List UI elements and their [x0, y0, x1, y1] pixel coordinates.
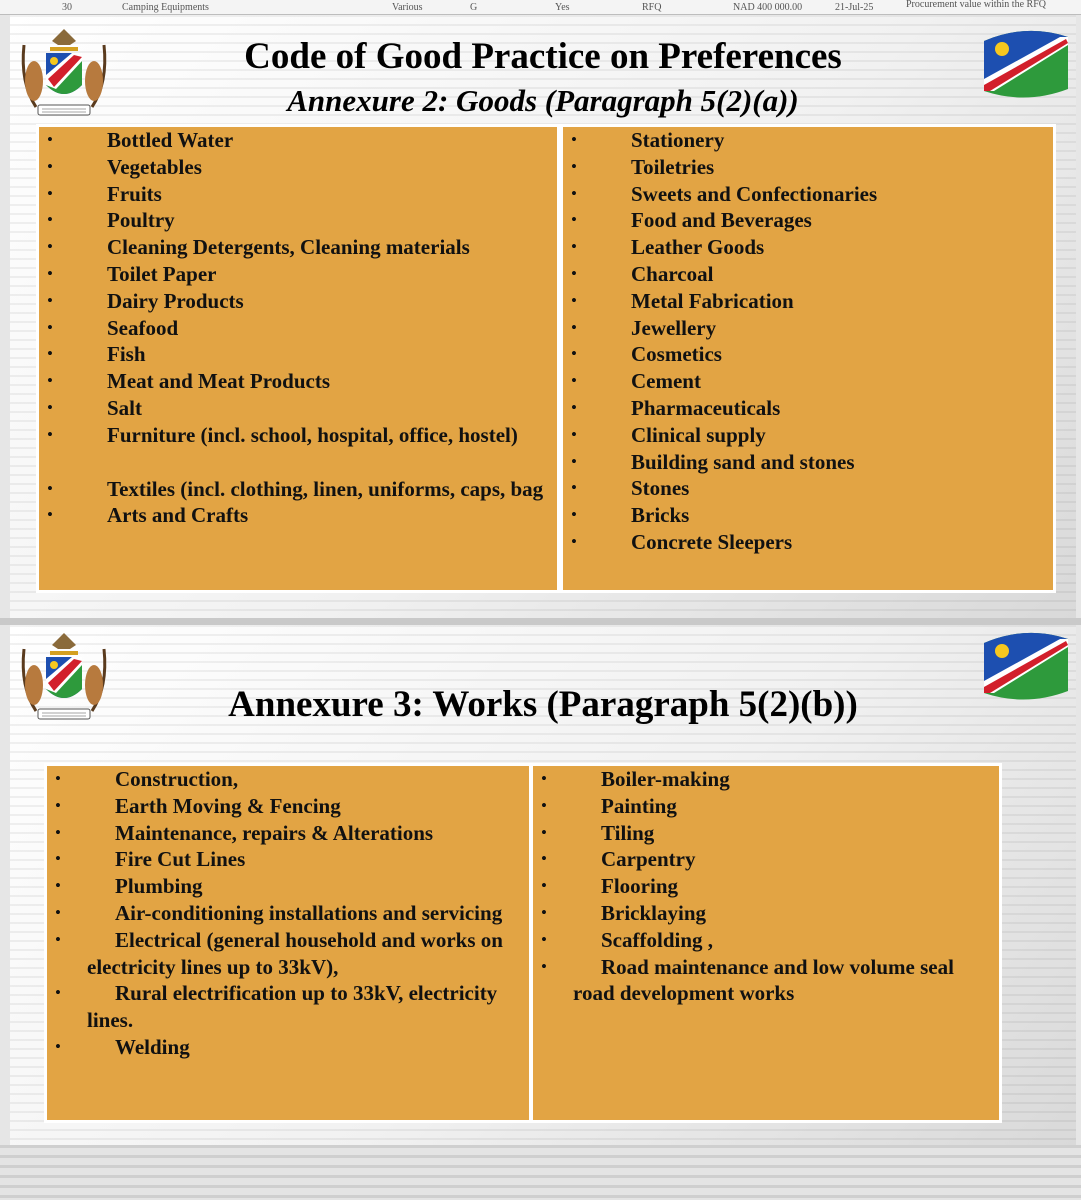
list-item-label: Leather Goods	[631, 235, 765, 260]
list-item	[533, 900, 999, 927]
list-item	[39, 368, 557, 395]
list-item	[533, 793, 999, 820]
list-item	[563, 261, 1053, 288]
list-item-label: Toiletries	[631, 154, 715, 179]
list-item	[39, 234, 557, 261]
list-item-label: Building sand and stones	[631, 449, 855, 474]
list-item	[39, 154, 557, 181]
list-item-label: Tiling	[601, 820, 655, 845]
list-item-label: Dairy Products	[107, 288, 244, 313]
list-item-label: Plumbing	[115, 874, 203, 899]
works-list-left	[44, 763, 532, 1123]
list-item	[563, 475, 1053, 502]
list-item-label: Meat and Meat Products	[107, 369, 330, 394]
list-item-label: Cleaning Detergents, Cleaning materials	[107, 235, 470, 260]
row-col1: Various	[392, 2, 423, 13]
goods-list-right	[560, 124, 1056, 593]
slide-works	[10, 625, 1076, 1145]
list-item-label: Bottled Water	[107, 128, 234, 152]
list-item	[563, 288, 1053, 315]
list-item-label: Stones	[631, 476, 690, 501]
list-item-label: Vegetables	[107, 154, 202, 179]
list-item-label: Salt	[107, 395, 143, 420]
list-item-label: Food and Beverages	[631, 208, 812, 233]
list-item	[563, 449, 1053, 476]
list-item-label: Scaffolding ,	[601, 927, 714, 952]
list-item-label: Air-conditioning installations and servicing	[115, 900, 503, 925]
list-item-label: Stationery	[631, 128, 725, 152]
namibia-flag-icon	[978, 625, 1074, 707]
list-item-label: Earth Moving & Fencing	[115, 793, 341, 818]
list-item-label: Arts and Crafts	[107, 503, 249, 528]
list-item-label: Charcoal	[631, 261, 714, 286]
list-item	[47, 793, 529, 820]
list-item-label: Road maintenance and low volume seal road development works	[573, 954, 954, 1006]
slide-subtitle: Annexure 2: Goods (Paragraph 5(2)(a))	[287, 83, 799, 118]
list-item	[47, 900, 529, 927]
list-item-label: Bricklaying	[601, 900, 707, 925]
list-item	[533, 846, 999, 873]
list-item	[563, 181, 1053, 208]
list-item	[47, 927, 529, 981]
list-item	[47, 846, 529, 873]
list-item-label: Textiles (incl. clothing, linen, uniforms, caps, bag	[107, 476, 544, 501]
list-item	[39, 395, 557, 422]
list-item	[563, 234, 1053, 261]
list-item	[563, 502, 1053, 529]
goods-list-left	[36, 124, 560, 593]
list-item	[533, 873, 999, 900]
list-item	[47, 820, 529, 847]
list-item-label: Fish	[107, 342, 146, 367]
row-item: Camping Equipments	[122, 2, 209, 13]
list-item-label: Electrical (general household and works on electricity lines up to 33kV),	[87, 927, 503, 979]
row-note: Procurement value within the RFQ	[906, 0, 1046, 10]
slide-title: Annexure 3: Works (Paragraph 5(2)(b))	[228, 684, 858, 725]
list-item	[533, 954, 999, 1008]
list-item	[39, 261, 557, 288]
list-item-label: Metal Fabrication	[631, 288, 794, 313]
list-item-label: Seafood	[107, 315, 179, 340]
list-item-label: Construction,	[115, 767, 239, 791]
row-col3: Yes	[555, 2, 570, 13]
list-item-label: Rural electrification up to 33kV, electricity lines.	[87, 981, 498, 1033]
works-list-right	[530, 763, 1002, 1123]
row-col2: G	[470, 2, 478, 13]
list-item	[533, 927, 999, 954]
list-item-label: Cosmetics	[631, 342, 722, 367]
list-item	[39, 422, 557, 449]
list-item	[39, 181, 557, 208]
row-number: 30	[62, 2, 72, 13]
list-item	[563, 315, 1053, 342]
list-item-label: Flooring	[601, 874, 678, 899]
list-item	[39, 315, 557, 342]
list-item	[563, 368, 1053, 395]
row-amount: NAD 400 000.00	[733, 2, 803, 13]
list-item-label: Painting	[601, 793, 677, 818]
list-item-label: Poultry	[107, 208, 175, 233]
slide-separator	[0, 618, 1081, 625]
list-item-label: Clinical supply	[631, 422, 766, 447]
list-item-label: Pharmaceuticals	[631, 395, 781, 420]
list-item-label: Sweets and Confectionaries	[631, 181, 878, 206]
list-item	[39, 502, 557, 529]
list-item-label: Maintenance, repairs & Alterations	[115, 820, 434, 845]
list-item	[39, 207, 557, 234]
list-item-label: Carpentry	[601, 847, 696, 872]
list-item	[39, 127, 557, 154]
slide-title: Code of Good Practice on Preferences	[244, 36, 842, 77]
list-item	[47, 873, 529, 900]
list-item-label: Boiler-making	[601, 767, 730, 791]
background-stripes	[0, 1145, 1081, 1200]
list-item	[39, 341, 557, 368]
list-item-label: Bricks	[631, 503, 690, 528]
list-item-label: Furniture (incl. school, hospital, office, hostel)	[107, 422, 518, 447]
list-item	[563, 529, 1053, 556]
list-item	[563, 127, 1053, 154]
list-item-label: Concrete Sleepers	[631, 529, 793, 554]
list-item	[563, 154, 1053, 181]
list-item-label: Welding	[115, 1034, 190, 1059]
list-spacer	[39, 449, 557, 476]
list-item	[563, 422, 1053, 449]
list-item	[563, 341, 1053, 368]
list-item	[533, 820, 999, 847]
slide-goods	[10, 15, 1076, 618]
list-item-label: Cement	[631, 369, 701, 394]
list-item-label: Fruits	[107, 181, 162, 206]
namibia-flag-icon	[978, 23, 1074, 105]
list-item	[47, 980, 529, 1034]
list-item	[563, 207, 1053, 234]
list-item-label: Fire Cut Lines	[115, 847, 246, 872]
list-item	[563, 395, 1053, 422]
list-item-label: Jewellery	[631, 315, 717, 340]
list-item	[533, 766, 999, 793]
spreadsheet-strip	[0, 0, 1081, 15]
list-item	[47, 766, 529, 793]
list-item	[39, 288, 557, 315]
list-item	[39, 476, 557, 503]
row-col4: RFQ	[642, 2, 662, 13]
row-date: 21-Jul-25	[835, 2, 874, 13]
list-item-label: Toilet Paper	[107, 261, 217, 286]
list-item	[47, 1034, 529, 1061]
